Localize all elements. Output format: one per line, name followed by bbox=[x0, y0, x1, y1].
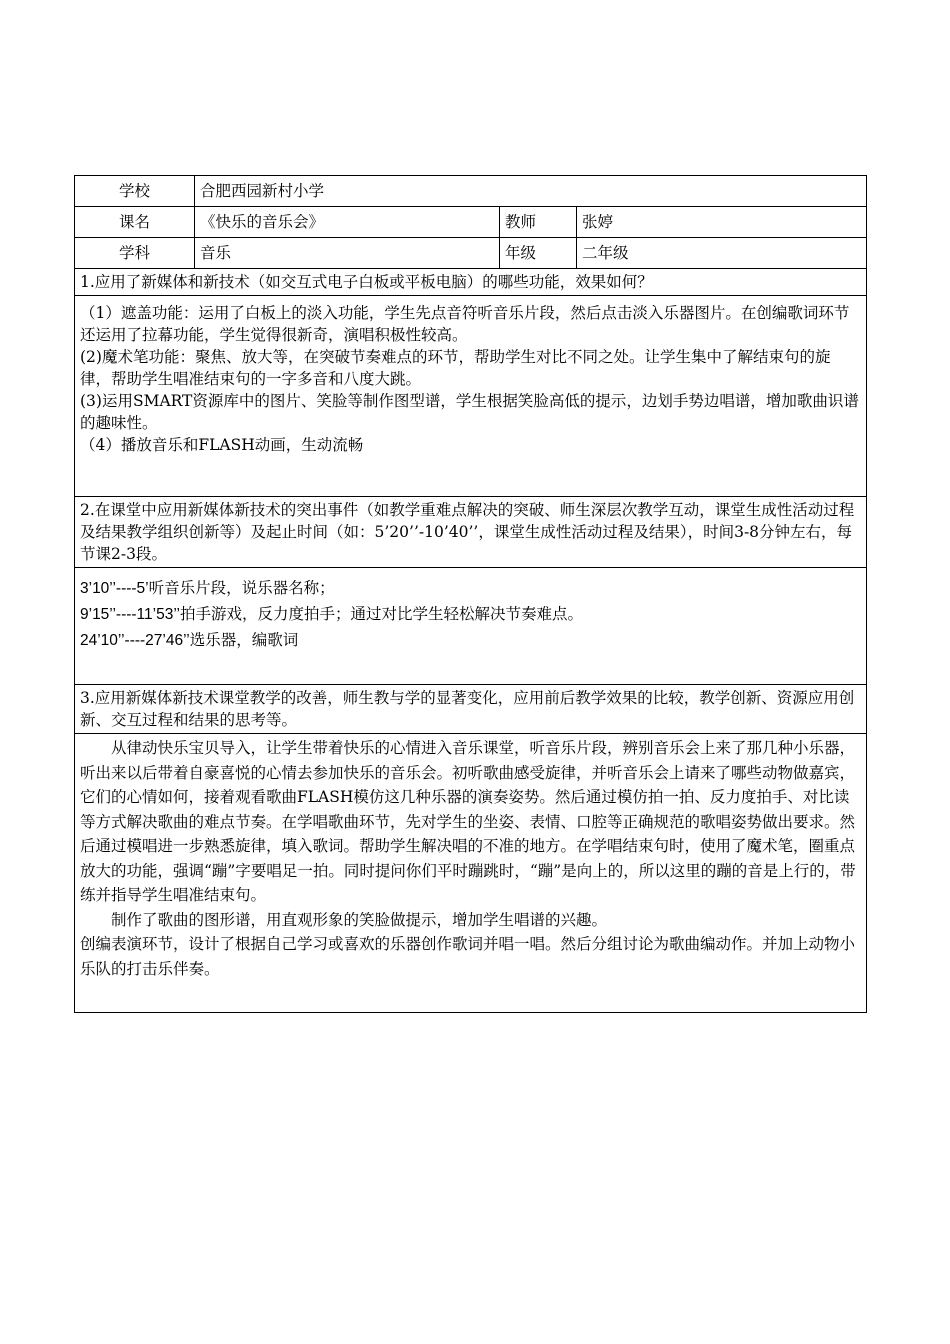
school-label: 学校 bbox=[75, 176, 195, 207]
question-1 bbox=[75, 269, 867, 296]
answer-3-item: 创编表演环节，设计了根据自己学习或喜欢的乐器创作歌词并唱一唱。然后分组讨论为歌曲编动作。并加上动物小乐队的打击乐伴奏。 bbox=[80, 935, 856, 978]
subject-label: 学科 bbox=[75, 238, 195, 269]
answer-1-item: （1）遮盖功能：运用了白板上的淡入功能，学生先点音符听音乐片段，然后点击淡入乐器图片。在创编歌词环节还运用了拉幕功能，学生觉得很新奇，演唱积极性较高。 bbox=[80, 304, 850, 344]
answer-3-item: 从律动快乐宝贝导入，让学生带着快乐的心情进入音乐课堂，听音乐片段，辨别音乐会上来了那几种小乐器，听出来以后带着自豪喜悦的心情去参加快乐的音乐会。初听歌曲感受旋律，并听音乐会上请来了哪些动物做嘉宾，它们的心情如何，接着观看歌曲FLASH模仿这几种乐器的演奏姿势。然后通过模仿拍一拍、反力度拍手、对比读等方式解决歌曲的难点节奏。在学唱歌曲环节，先对学生的坐姿、表情、口腔等正确规范的歌唱姿势做出要求。然后通过模唱进一步熟悉旋律，填入歌词。帮助学生解决唱的不准的地方。在学唱结束句时，使用了魔术笔，圈重点放大的功能，强调“蹦”字要唱足一拍。同时提问你们平时蹦跳时，“蹦”是向上的，所以这里的蹦的音是上行的，带练并指导学生唱准结束句。 bbox=[80, 739, 856, 904]
answer-2-item: 24’10’’----27’46’’选乐器，编歌词 bbox=[80, 632, 299, 649]
answer-2-item: 9’15’’----11’53’’拍手游戏，反力度拍手；通过对比学生轻松解决节奏难点。 bbox=[80, 606, 583, 623]
answer-1-item: (2)魔术笔功能：聚焦、放大等，在突破节奏难点的环节，帮助学生对比不同之处。让学生集中了解结束句的旋律，帮助学生唱准结束句的一字多音和八度大跳。 bbox=[80, 348, 831, 388]
teacher-label: 教师 bbox=[500, 207, 577, 238]
grade-value: 二年级 bbox=[577, 238, 867, 269]
answer-2-item: 3’10’’----5’听音乐片段，说乐器名称； bbox=[80, 580, 335, 597]
course-row bbox=[75, 207, 867, 238]
question-1-row bbox=[75, 269, 867, 296]
teacher-value: 张婷 bbox=[577, 207, 867, 238]
answer-3-row bbox=[75, 734, 867, 1013]
answer-1-item: （4）播放音乐和FLASH动画，生动流畅 bbox=[80, 436, 364, 454]
answer-3-item: 制作了歌曲的图形谱，用直观形象的笑脸做提示，增加学生唱谱的兴趣。 bbox=[111, 910, 608, 929]
answer-2-row bbox=[75, 568, 867, 685]
course-label: 课名 bbox=[75, 207, 195, 238]
answer-2 bbox=[75, 568, 867, 685]
question-1-text: 1.应用了新媒体和新技术（如交互式电子白板或平板电脑）的哪些功能，效果如何？ bbox=[80, 273, 653, 291]
question-2-text: 2.在课堂中应用新媒体新技术的突出事件（如教学重难点解决的突破、师生深层次教学互动，课堂生成性活动过程及结果教学组织创新等）及起止时间（如：5’20’’-10’40’’，课堂生成性活动过程及结果），时间3-8分钟左右，每节课2-3段。 bbox=[80, 501, 855, 563]
answer-1-row bbox=[75, 296, 867, 497]
grade-label: 年级 bbox=[500, 238, 577, 269]
school-row bbox=[75, 176, 867, 207]
question-3-row bbox=[75, 685, 867, 734]
question-3-text: 3.应用新媒体新技术课堂教学的改善，师生教与学的显著变化，应用前后教学效果的比较，教学创新、资源应用创新、交互过程和结果的思考等。 bbox=[80, 689, 855, 729]
question-3 bbox=[75, 685, 867, 734]
course-value: 《快乐的音乐会》 bbox=[195, 207, 500, 238]
lesson-report-table bbox=[74, 175, 867, 1013]
answer-1 bbox=[75, 296, 867, 497]
subject-row bbox=[75, 238, 867, 269]
answer-1-item: (3)运用SMART资源库中的图片、笑脸等制作图型谱，学生根据笑脸高低的提示，边划手势边唱谱，增加歌曲识谱的趣味性。 bbox=[80, 392, 859, 432]
question-2-row bbox=[75, 497, 867, 568]
question-2 bbox=[75, 497, 867, 568]
school-value: 合肥西园新村小学 bbox=[195, 176, 867, 207]
answer-3 bbox=[75, 734, 867, 1013]
subject-value: 音乐 bbox=[195, 238, 500, 269]
